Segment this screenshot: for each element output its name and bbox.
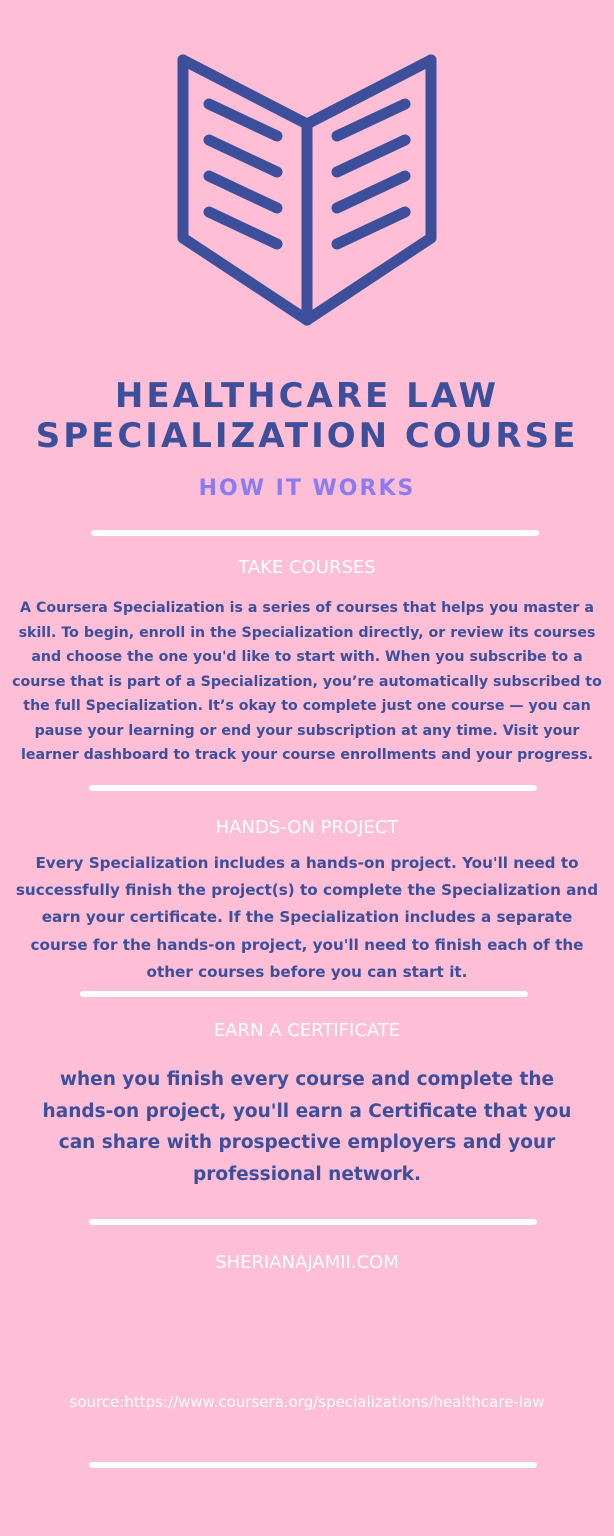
website-label: SHERIANAJAMII.COM: [215, 1252, 399, 1273]
divider: [89, 1462, 537, 1468]
section-body-earn-certificate: when you finish every course and complete the hands-on project, you'll earn a Certificate that you can share with prospective employers and your professional network.: [42, 1069, 572, 1185]
source-link[interactable]: source:https://www.coursera.org/specializations/healthcare-law: [69, 1393, 545, 1411]
section-body-take-courses: A Coursera Specialization is a series of courses that helps you master a skill. To begin, enroll in the Specialization directly, or review its courses and choose the one you'd like to start with. When you subscribe to a course that is part of a Specialization, you’re automatically subscribed to the full Specialization. It’s okay to complete just one course — you can pause your learning or end your subscription at any time. Visit your learner dashboard to track your course enrollments and your progress.: [12, 600, 602, 763]
page-title-line-1: HEALTHCARE LAW: [114, 376, 500, 416]
section-body-hands-on-project: Every Specialization includes a hands-on project. You'll need to successfully finish the project(s) to complete the Specialization and earn your certificate. If the Specialization includes a separate course for the hands-on project, you'll need to finish each of the other courses before you can start it.: [15, 854, 599, 981]
divider: [89, 1219, 537, 1225]
section-heading-earn-certificate: EARN A CERTIFICATE: [213, 1020, 401, 1041]
page-subtitle: HOW IT WORKS: [198, 476, 416, 501]
divider: [80, 991, 528, 997]
page-title-line-2: SPECIALIZATION COURSE: [35, 416, 579, 456]
open-book-icon: [175, 48, 439, 333]
divider: [89, 785, 537, 791]
section-heading-take-courses: TAKE COURSES: [238, 557, 376, 578]
divider: [91, 530, 539, 536]
section-heading-hands-on-project: HANDS-ON PROJECT: [215, 817, 399, 838]
